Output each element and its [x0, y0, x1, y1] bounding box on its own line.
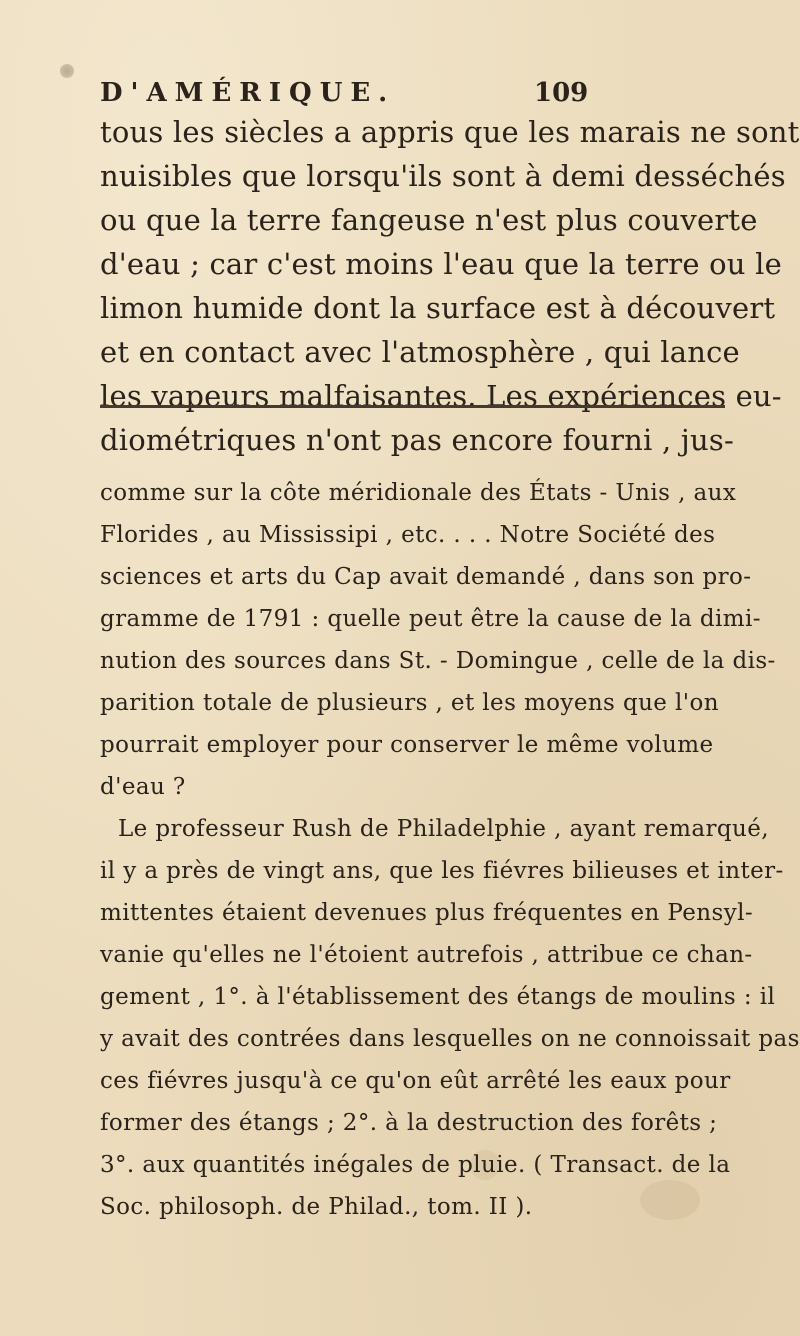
ink-spot — [60, 64, 74, 78]
main-text-block — [100, 110, 800, 462]
footnote-line: d'eau ? — [100, 774, 186, 800]
footnote-line: Florides , au Mississipi , etc. . . . Notre Société des — [100, 522, 716, 548]
text-line: les vapeurs malfaisantes. Les expériences eu- — [100, 379, 782, 413]
footnote-line: gement , 1°. à l'établissement des étangs de moulins : il — [100, 984, 776, 1010]
text-line: d'eau ; car c'est moins l'eau que la terre ou le — [100, 247, 782, 281]
text-line: diométriques n'ont pas encore fourni , jus- — [100, 423, 734, 457]
footnote-line: nution des sources dans St. - Domingue , celle de la dis- — [100, 648, 776, 674]
text-line: et en contact avec l'atmosphère , qui lance — [100, 335, 740, 369]
page-number: 109 — [534, 78, 589, 108]
footnote-line: y avait des contrées dans lesquelles on ne connoissait pas — [100, 1026, 800, 1052]
footnote-block — [100, 472, 800, 1228]
running-title: D'AMÉRIQUE. — [100, 78, 396, 108]
footnote-line: vanie qu'elles ne l'étoient autrefois , attribue ce chan- — [100, 942, 753, 968]
text-line: nuisibles que lorsqu'ils sont à demi desséchés — [100, 159, 786, 193]
footnote-line: former des étangs ; 2°. à la destruction des forêts ; — [100, 1110, 718, 1136]
footnote-line: pourrait employer pour conserver le même volume — [100, 732, 714, 758]
footnote-line: il y a près de vingt ans, que les fiévres bilieuses et inter- — [100, 858, 784, 884]
footnote-line: Soc. philosoph. de Philad., tom. II ). — [100, 1194, 533, 1220]
footnote-line: 3°. aux quantités inégales de pluie. ( Transact. de la — [100, 1152, 731, 1178]
footnote-line: comme sur la côte méridionale des États - Unis , aux — [100, 480, 737, 506]
footnote-line: sciences et arts du Cap avait demandé , dans son pro- — [100, 564, 752, 590]
text-line: tous les siècles a appris que les marais ne sont — [100, 115, 800, 149]
footnote-line: parition totale de plusieurs , et les moyens que l'on — [100, 690, 719, 716]
footnote-line: mittentes étaient devenues plus fréquentes en Pensyl- — [100, 900, 754, 926]
text-line: ou que la terre fangeuse n'est plus couverte — [100, 203, 758, 237]
footnote-divider — [100, 405, 725, 408]
footnote-line: Le professeur Rush de Philadelphie , ayant remarqué, — [118, 816, 769, 842]
footnote-line: ces fiévres jusqu'à ce qu'on eût arrêté les eaux pour — [100, 1068, 731, 1094]
footnote-line: gramme de 1791 : quelle peut être la cause de la dimi- — [100, 606, 761, 632]
text-line: limon humide dont la surface est à découvert — [100, 291, 776, 325]
